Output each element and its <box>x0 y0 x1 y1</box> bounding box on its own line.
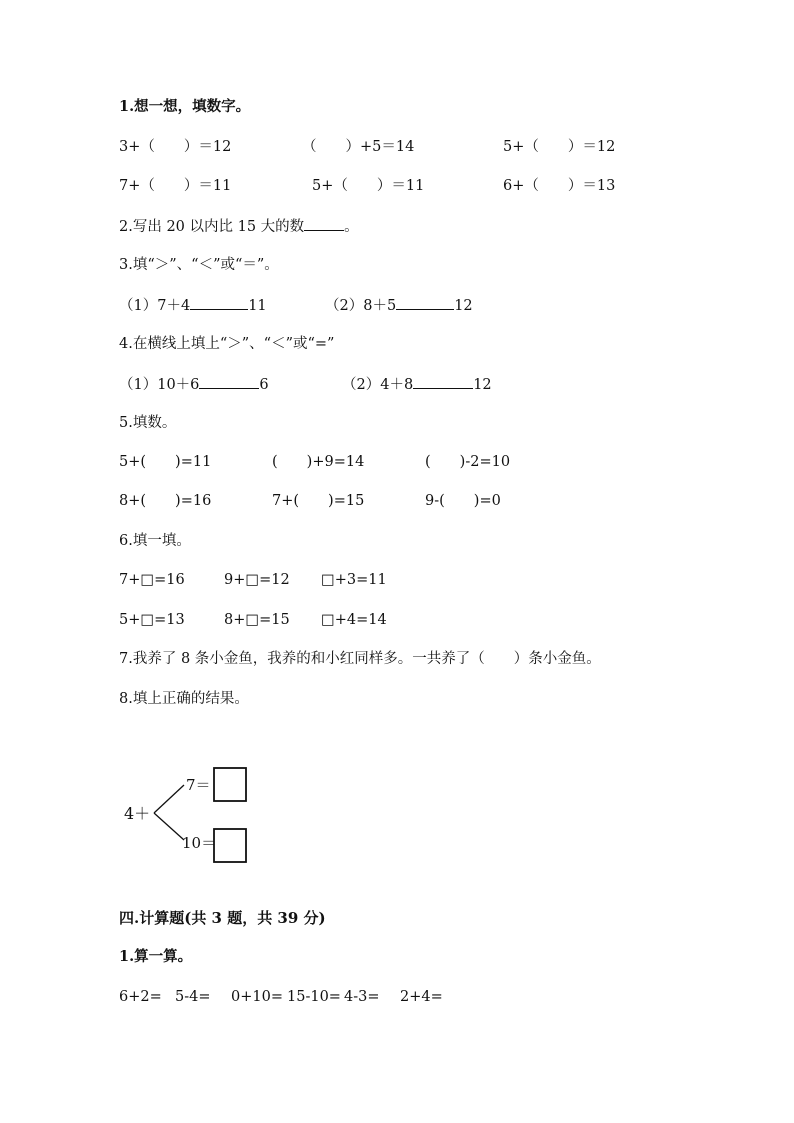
q3-part-a <box>119 295 267 315</box>
q3-part-b <box>325 295 473 315</box>
q6-item-3: □+3=11 <box>321 572 387 588</box>
q4-part-a <box>119 374 269 394</box>
s4q1-title: 1.算一算。 <box>119 948 193 965</box>
q2-end: 。 <box>344 219 359 235</box>
q6-item-5: 8+□=15 <box>224 612 290 628</box>
q8-top-label: 7＝ <box>186 776 211 794</box>
q6-item-2: 9+□=12 <box>224 572 290 588</box>
q3-b-blank[interactable] <box>396 295 454 310</box>
q5-item-2: ( )+9=14 <box>272 454 365 470</box>
q7-text: 7.我养了 8 条小金鱼，我养的和小红同样多。一共养了（ ）条小金鱼。 <box>119 651 601 667</box>
q5-item-4: 8+( )=16 <box>119 493 212 509</box>
q4-a-rhs: 6 <box>259 377 269 393</box>
q1-item-5: 5+（ ）＝11 <box>312 178 425 194</box>
bottom-answer-box <box>214 829 246 862</box>
q6-title: 6.填一填。 <box>119 533 191 549</box>
q6-item-1: 7+□=16 <box>119 572 185 588</box>
q1-item-1: 3+（ ）＝12 <box>119 139 232 155</box>
q3-b-lhs: （2）8＋5 <box>325 298 397 314</box>
q3-b-rhs: 12 <box>454 298 473 314</box>
q5-item-5: 7+( )=15 <box>272 493 365 509</box>
q3-title: 3.填“＞”、“＜”或“＝”。 <box>119 257 279 273</box>
q6-item-6: □+4=14 <box>321 612 387 628</box>
q1-item-3: 5+（ ）＝12 <box>503 139 616 155</box>
calc-item-2: 5-4= <box>175 989 211 1005</box>
calc-item-1: 6+2= <box>119 989 162 1005</box>
q2-answer-blank[interactable] <box>304 216 344 231</box>
bottom-branch-line <box>154 813 184 840</box>
q1-item-6: 6+（ ）＝13 <box>503 178 616 194</box>
q5-item-1: 5+( )=11 <box>119 454 212 470</box>
q3-a-lhs: （1）7＋4 <box>119 298 191 314</box>
q2-text: 2.写出 20 以内比 15 大的数 <box>119 219 305 235</box>
q4-b-lhs: （2）4＋8 <box>342 377 414 393</box>
q4-part-b <box>342 374 492 394</box>
q8-root-label: 4＋ <box>124 804 151 823</box>
calc-item-4: 15-10= <box>287 989 341 1005</box>
q1-title: 1.想一想，填数字。 <box>119 98 251 115</box>
calc-item-6: 2+4= <box>400 989 443 1005</box>
q6-item-4: 5+□=13 <box>119 612 185 628</box>
q4-a-lhs: （1）10＋6 <box>119 377 200 393</box>
q5-item-6: 9-( )=0 <box>425 493 501 509</box>
top-answer-box <box>214 768 246 801</box>
q5-item-3: ( )-2=10 <box>425 454 511 470</box>
calc-item-5: 4-3= <box>344 989 380 1005</box>
q4-a-blank[interactable] <box>199 374 259 389</box>
top-branch-line <box>154 785 184 813</box>
q2-line <box>119 216 359 236</box>
q1-item-2: （ ）+5＝14 <box>302 139 415 155</box>
q8-bottom-label: 10＝ <box>182 834 217 852</box>
calc-item-3: 0+10= <box>231 989 283 1005</box>
section4-title: 四.计算题(共 3 题，共 39 分) <box>119 909 326 927</box>
q8-title: 8.填上正确的结果。 <box>119 691 249 707</box>
q3-a-rhs: 11 <box>248 298 267 314</box>
q5-title: 5.填数。 <box>119 415 177 431</box>
q4-b-rhs: 12 <box>473 377 492 393</box>
q1-item-4: 7+（ ）＝11 <box>119 178 232 194</box>
q3-a-blank[interactable] <box>190 295 248 310</box>
q4-b-blank[interactable] <box>413 374 473 389</box>
q8-branch-diagram <box>118 760 258 874</box>
q4-title: 4.在横线上填上“＞”、“＜”或“=” <box>119 336 335 352</box>
